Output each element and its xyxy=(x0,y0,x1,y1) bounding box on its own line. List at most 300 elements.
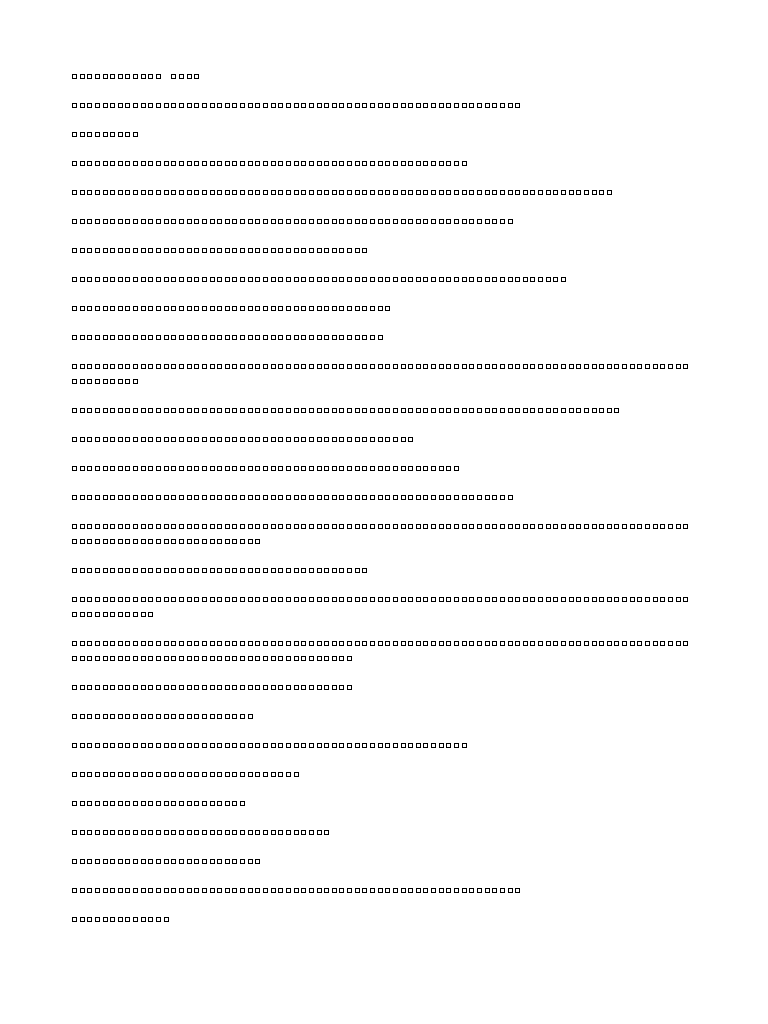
missing-glyph-box xyxy=(240,801,245,806)
missing-glyph-box xyxy=(324,495,329,500)
missing-glyph-box xyxy=(232,103,237,108)
missing-glyph-box xyxy=(187,685,192,690)
missing-glyph-box xyxy=(133,306,138,311)
missing-glyph-box xyxy=(103,656,108,661)
missing-glyph-box xyxy=(217,408,222,413)
missing-glyph-box xyxy=(378,103,383,108)
missing-glyph-box xyxy=(156,306,161,311)
missing-glyph-box xyxy=(133,641,138,646)
missing-glyph-box xyxy=(179,888,184,893)
missing-glyph-box xyxy=(362,466,367,471)
missing-glyph-box xyxy=(72,685,77,690)
missing-glyph-box xyxy=(210,306,215,311)
missing-glyph-box xyxy=(118,801,123,806)
missing-glyph-box xyxy=(87,524,92,529)
missing-glyph-box xyxy=(110,219,115,224)
missing-glyph-box xyxy=(156,830,161,835)
missing-glyph-box xyxy=(255,772,260,777)
missing-glyph-box xyxy=(301,888,306,893)
missing-glyph-box xyxy=(80,772,85,777)
missing-glyph-box xyxy=(240,539,245,544)
missing-glyph-box xyxy=(248,335,253,340)
missing-glyph-box xyxy=(164,888,169,893)
missing-glyph-box xyxy=(202,597,207,602)
missing-glyph-box xyxy=(164,161,169,166)
missing-glyph-box xyxy=(339,408,344,413)
missing-glyph-box xyxy=(660,524,665,529)
missing-glyph-box xyxy=(141,641,146,646)
missing-glyph-box xyxy=(317,830,322,835)
missing-glyph-box xyxy=(362,437,367,442)
missing-glyph-box xyxy=(118,495,123,500)
missing-glyph-box xyxy=(301,524,306,529)
missing-glyph-box xyxy=(248,364,253,369)
missing-glyph-box xyxy=(431,103,436,108)
missing-glyph-box xyxy=(248,190,253,195)
missing-glyph-box xyxy=(225,306,230,311)
missing-glyph-box xyxy=(378,219,383,224)
missing-glyph-box xyxy=(431,190,436,195)
missing-glyph-box xyxy=(271,888,276,893)
missing-glyph-box xyxy=(87,539,92,544)
missing-glyph-box xyxy=(355,466,360,471)
missing-glyph-box xyxy=(240,656,245,661)
missing-glyph-box xyxy=(240,466,245,471)
missing-glyph-box xyxy=(271,830,276,835)
missing-glyph-box xyxy=(217,656,222,661)
missing-glyph-box xyxy=(232,801,237,806)
missing-glyph-box xyxy=(660,597,665,602)
missing-glyph-box xyxy=(210,801,215,806)
missing-glyph-box xyxy=(248,641,253,646)
missing-glyph-box xyxy=(294,437,299,442)
missing-glyph-box xyxy=(255,888,260,893)
missing-glyph-box xyxy=(125,597,130,602)
missing-glyph-box xyxy=(187,306,192,311)
missing-glyph-box xyxy=(80,568,85,573)
missing-glyph-box xyxy=(95,132,100,137)
missing-glyph-box xyxy=(148,568,153,573)
missing-glyph-box xyxy=(156,277,161,282)
missing-glyph-box xyxy=(668,524,673,529)
missing-glyph-box xyxy=(416,408,421,413)
missing-glyph-box xyxy=(194,685,199,690)
missing-glyph-box xyxy=(156,190,161,195)
missing-glyph-box xyxy=(370,743,375,748)
missing-glyph-box xyxy=(446,743,451,748)
missing-glyph-box xyxy=(469,103,474,108)
missing-glyph-box xyxy=(423,103,428,108)
missing-glyph-box xyxy=(286,408,291,413)
missing-glyph-box xyxy=(80,801,85,806)
missing-glyph-box xyxy=(87,248,92,253)
missing-glyph-box xyxy=(118,568,123,573)
missing-glyph-box xyxy=(309,161,314,166)
missing-glyph-box xyxy=(95,859,100,864)
missing-glyph-box xyxy=(454,466,459,471)
missing-glyph-box xyxy=(263,568,268,573)
missing-glyph-box xyxy=(454,408,459,413)
missing-glyph-box xyxy=(546,364,551,369)
missing-glyph-box xyxy=(485,103,490,108)
missing-glyph-box xyxy=(454,888,459,893)
missing-glyph-box xyxy=(294,408,299,413)
missing-glyph-box xyxy=(118,437,123,442)
missing-glyph-box xyxy=(217,714,222,719)
missing-glyph-box xyxy=(317,335,322,340)
missing-glyph-box xyxy=(87,597,92,602)
missing-glyph-box xyxy=(462,743,467,748)
missing-glyph-box xyxy=(370,597,375,602)
missing-glyph-box xyxy=(294,335,299,340)
missing-glyph-box xyxy=(385,277,390,282)
missing-glyph-box xyxy=(240,335,245,340)
missing-glyph-box xyxy=(125,641,130,646)
missing-glyph-box xyxy=(431,466,436,471)
missing-glyph-box xyxy=(263,641,268,646)
missing-glyph-box xyxy=(225,190,230,195)
missing-glyph-box xyxy=(194,568,199,573)
missing-glyph-box xyxy=(439,641,444,646)
missing-glyph-box xyxy=(72,335,77,340)
missing-glyph-box xyxy=(538,408,543,413)
text-line xyxy=(72,434,416,444)
missing-glyph-box xyxy=(156,714,161,719)
missing-glyph-box xyxy=(347,277,352,282)
missing-glyph-box xyxy=(339,161,344,166)
missing-glyph-box xyxy=(385,641,390,646)
missing-glyph-box xyxy=(492,364,497,369)
missing-glyph-box xyxy=(103,612,108,617)
missing-glyph-box xyxy=(362,743,367,748)
missing-glyph-box xyxy=(294,103,299,108)
missing-glyph-box xyxy=(370,466,375,471)
missing-glyph-box xyxy=(294,641,299,646)
missing-glyph-box xyxy=(393,161,398,166)
missing-glyph-box xyxy=(584,597,589,602)
missing-glyph-box xyxy=(110,277,115,282)
missing-glyph-box xyxy=(179,801,184,806)
missing-glyph-box xyxy=(324,219,329,224)
missing-glyph-box xyxy=(248,306,253,311)
missing-glyph-box xyxy=(462,408,467,413)
missing-glyph-box xyxy=(469,888,474,893)
missing-glyph-box xyxy=(187,437,192,442)
missing-glyph-box xyxy=(324,103,329,108)
missing-glyph-box xyxy=(469,495,474,500)
missing-glyph-box xyxy=(72,495,77,500)
missing-glyph-box xyxy=(309,408,314,413)
missing-glyph-box xyxy=(125,539,130,544)
missing-glyph-box xyxy=(225,161,230,166)
missing-glyph-box xyxy=(301,364,306,369)
missing-glyph-box xyxy=(508,495,513,500)
missing-glyph-box xyxy=(339,306,344,311)
missing-glyph-box xyxy=(110,437,115,442)
missing-glyph-box xyxy=(255,859,260,864)
missing-glyph-box xyxy=(332,408,337,413)
missing-glyph-box xyxy=(156,466,161,471)
missing-glyph-box xyxy=(156,597,161,602)
missing-glyph-box xyxy=(378,597,383,602)
missing-glyph-box xyxy=(141,685,146,690)
missing-glyph-box xyxy=(187,859,192,864)
missing-glyph-box xyxy=(454,219,459,224)
missing-glyph-box xyxy=(141,539,146,544)
missing-glyph-box xyxy=(347,597,352,602)
missing-glyph-box xyxy=(164,772,169,777)
missing-glyph-box xyxy=(148,714,153,719)
missing-glyph-box xyxy=(508,103,513,108)
missing-glyph-box xyxy=(217,306,222,311)
missing-glyph-box xyxy=(72,364,77,369)
missing-glyph-box xyxy=(378,524,383,529)
missing-glyph-box xyxy=(332,568,337,573)
missing-glyph-box xyxy=(301,335,306,340)
missing-glyph-box xyxy=(439,190,444,195)
missing-glyph-box xyxy=(187,277,192,282)
missing-glyph-box xyxy=(492,408,497,413)
missing-glyph-box xyxy=(194,656,199,661)
missing-glyph-box xyxy=(492,888,497,893)
missing-glyph-box xyxy=(210,277,215,282)
missing-glyph-box xyxy=(141,830,146,835)
missing-glyph-box xyxy=(469,408,474,413)
missing-glyph-box xyxy=(271,597,276,602)
missing-glyph-box xyxy=(103,597,108,602)
missing-glyph-box xyxy=(95,437,100,442)
missing-glyph-box xyxy=(401,743,406,748)
missing-glyph-box xyxy=(485,597,490,602)
missing-glyph-box xyxy=(240,408,245,413)
missing-glyph-box xyxy=(110,888,115,893)
missing-glyph-box xyxy=(232,656,237,661)
missing-glyph-box xyxy=(339,656,344,661)
missing-glyph-box xyxy=(423,524,428,529)
missing-glyph-box xyxy=(393,277,398,282)
missing-glyph-box xyxy=(653,597,658,602)
missing-glyph-box xyxy=(118,641,123,646)
missing-glyph-box xyxy=(645,364,650,369)
missing-glyph-box xyxy=(347,524,352,529)
missing-glyph-box xyxy=(148,103,153,108)
missing-glyph-box xyxy=(271,656,276,661)
missing-glyph-box xyxy=(95,103,100,108)
missing-glyph-box xyxy=(202,248,207,253)
missing-glyph-box xyxy=(309,437,314,442)
missing-glyph-box xyxy=(248,772,253,777)
missing-glyph-box xyxy=(431,495,436,500)
missing-glyph-box xyxy=(141,495,146,500)
missing-glyph-box xyxy=(676,524,681,529)
missing-glyph-box xyxy=(454,161,459,166)
missing-glyph-box xyxy=(324,685,329,690)
missing-glyph-box xyxy=(477,495,482,500)
missing-glyph-box xyxy=(125,888,130,893)
missing-glyph-box xyxy=(378,408,383,413)
missing-glyph-box xyxy=(194,408,199,413)
missing-glyph-box xyxy=(485,524,490,529)
missing-glyph-box xyxy=(118,888,123,893)
missing-glyph-box xyxy=(103,466,108,471)
missing-glyph-box xyxy=(95,772,100,777)
missing-glyph-box xyxy=(408,524,413,529)
missing-glyph-box xyxy=(80,335,85,340)
missing-glyph-box xyxy=(309,495,314,500)
missing-glyph-box xyxy=(416,190,421,195)
missing-glyph-box xyxy=(286,219,291,224)
missing-glyph-box xyxy=(286,248,291,253)
missing-glyph-box xyxy=(423,641,428,646)
missing-glyph-box xyxy=(439,597,444,602)
missing-glyph-box xyxy=(317,656,322,661)
missing-glyph-box xyxy=(72,466,77,471)
missing-glyph-box xyxy=(500,190,505,195)
missing-glyph-box xyxy=(301,219,306,224)
missing-glyph-box xyxy=(171,466,176,471)
missing-glyph-box xyxy=(179,219,184,224)
missing-glyph-box xyxy=(393,524,398,529)
missing-glyph-box xyxy=(80,219,85,224)
missing-glyph-box xyxy=(530,364,535,369)
missing-glyph-box xyxy=(202,103,207,108)
missing-glyph-box xyxy=(232,161,237,166)
missing-glyph-box xyxy=(95,743,100,748)
missing-glyph-box xyxy=(141,714,146,719)
missing-glyph-box xyxy=(454,190,459,195)
missing-glyph-box xyxy=(469,277,474,282)
missing-glyph-box xyxy=(271,335,276,340)
missing-glyph-box xyxy=(232,859,237,864)
missing-glyph-box xyxy=(462,161,467,166)
missing-glyph-box xyxy=(271,364,276,369)
missing-glyph-box xyxy=(125,524,130,529)
missing-glyph-box xyxy=(278,335,283,340)
missing-glyph-box xyxy=(355,248,360,253)
missing-glyph-box xyxy=(286,437,291,442)
missing-glyph-box xyxy=(156,364,161,369)
missing-glyph-box xyxy=(225,801,230,806)
missing-glyph-box xyxy=(171,539,176,544)
missing-glyph-box xyxy=(171,830,176,835)
missing-glyph-box xyxy=(187,830,192,835)
missing-glyph-box xyxy=(401,524,406,529)
missing-glyph-box xyxy=(477,219,482,224)
missing-glyph-box xyxy=(95,714,100,719)
missing-glyph-box xyxy=(515,597,520,602)
missing-glyph-box xyxy=(72,641,77,646)
text-line xyxy=(72,609,156,619)
missing-glyph-box xyxy=(179,772,184,777)
missing-glyph-box xyxy=(317,277,322,282)
missing-glyph-box xyxy=(446,277,451,282)
missing-glyph-box xyxy=(202,495,207,500)
missing-glyph-box xyxy=(637,641,642,646)
missing-glyph-box xyxy=(103,379,108,384)
text-line xyxy=(72,682,355,692)
missing-glyph-box xyxy=(446,364,451,369)
missing-glyph-box xyxy=(278,277,283,282)
missing-glyph-box xyxy=(477,524,482,529)
missing-glyph-box xyxy=(217,685,222,690)
missing-glyph-box xyxy=(653,364,658,369)
missing-glyph-box xyxy=(439,524,444,529)
missing-glyph-box xyxy=(317,248,322,253)
missing-glyph-box xyxy=(171,408,176,413)
missing-glyph-box xyxy=(118,103,123,108)
missing-glyph-box xyxy=(210,685,215,690)
missing-glyph-box xyxy=(614,641,619,646)
missing-glyph-box xyxy=(179,248,184,253)
missing-glyph-box xyxy=(103,641,108,646)
missing-glyph-box xyxy=(125,74,130,79)
missing-glyph-box xyxy=(125,277,130,282)
missing-glyph-box xyxy=(317,408,322,413)
missing-glyph-box xyxy=(332,685,337,690)
missing-glyph-box xyxy=(332,656,337,661)
missing-glyph-box xyxy=(187,524,192,529)
missing-glyph-box xyxy=(485,219,490,224)
missing-glyph-box xyxy=(569,190,574,195)
missing-glyph-box xyxy=(477,190,482,195)
missing-glyph-box xyxy=(95,524,100,529)
missing-glyph-box xyxy=(164,539,169,544)
missing-glyph-box xyxy=(110,364,115,369)
text-line xyxy=(72,158,469,168)
missing-glyph-box xyxy=(255,656,260,661)
missing-glyph-box xyxy=(118,743,123,748)
missing-glyph-box xyxy=(278,364,283,369)
missing-glyph-box xyxy=(431,161,436,166)
missing-glyph-box xyxy=(485,495,490,500)
missing-glyph-box xyxy=(95,74,100,79)
missing-glyph-box xyxy=(508,524,513,529)
missing-glyph-box xyxy=(553,277,558,282)
missing-glyph-box xyxy=(255,277,260,282)
missing-glyph-box xyxy=(194,306,199,311)
missing-glyph-box xyxy=(561,524,566,529)
missing-glyph-box xyxy=(133,379,138,384)
missing-glyph-box xyxy=(80,466,85,471)
missing-glyph-box xyxy=(355,364,360,369)
missing-glyph-box xyxy=(118,612,123,617)
missing-glyph-box xyxy=(72,277,77,282)
text-line xyxy=(72,798,248,808)
missing-glyph-box xyxy=(72,379,77,384)
missing-glyph-box xyxy=(462,888,467,893)
missing-glyph-box xyxy=(225,743,230,748)
missing-glyph-box xyxy=(370,495,375,500)
missing-glyph-box xyxy=(179,495,184,500)
missing-glyph-box xyxy=(294,772,299,777)
missing-glyph-box xyxy=(179,830,184,835)
missing-glyph-box xyxy=(286,103,291,108)
missing-glyph-box xyxy=(156,685,161,690)
missing-glyph-box xyxy=(194,277,199,282)
missing-glyph-box xyxy=(217,161,222,166)
missing-glyph-box xyxy=(187,714,192,719)
missing-glyph-box xyxy=(317,888,322,893)
missing-glyph-box xyxy=(286,656,291,661)
missing-glyph-box xyxy=(164,656,169,661)
missing-glyph-box xyxy=(141,190,146,195)
missing-glyph-box xyxy=(110,306,115,311)
missing-glyph-box xyxy=(309,641,314,646)
missing-glyph-box xyxy=(217,495,222,500)
missing-glyph-box xyxy=(217,190,222,195)
missing-glyph-box xyxy=(255,597,260,602)
missing-glyph-box xyxy=(317,568,322,573)
